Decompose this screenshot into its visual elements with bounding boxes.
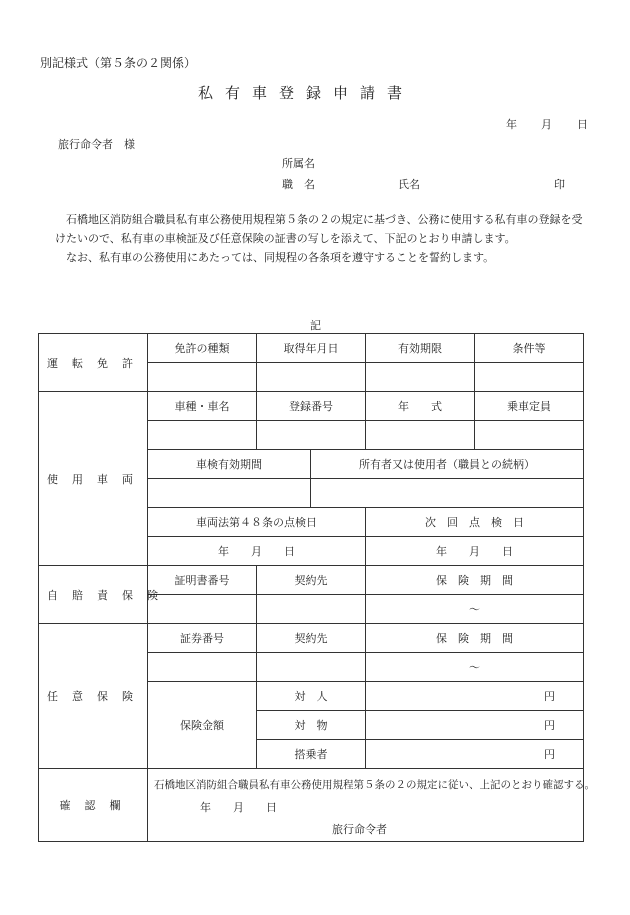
passenger-label: 搭乗者: [257, 740, 366, 769]
seal-label: 印: [554, 178, 565, 191]
license-type-header: 免許の種類: [148, 334, 257, 363]
capacity-header: 乗車定員: [475, 392, 584, 421]
date-day: 日: [577, 118, 588, 131]
confirm-date: 年 月 日: [200, 801, 277, 814]
insurance-amount-label: 保険金額: [148, 682, 257, 769]
date-year: 年: [506, 118, 517, 131]
addressee: 旅行命令者 様: [58, 138, 135, 151]
confirm-signer: 旅行命令者: [332, 823, 387, 836]
next-check-header: 次 回 点 検 日: [366, 508, 584, 537]
name-label: 氏名: [398, 178, 420, 191]
voluntary-period-field[interactable]: ～: [366, 653, 584, 682]
bodily-injury-label: 対 人: [257, 682, 366, 711]
next-check-field[interactable]: 年 月 日: [366, 537, 584, 566]
car-model-field[interactable]: [148, 421, 257, 450]
inspection-expiry-field[interactable]: [148, 479, 311, 508]
voluntary-header-row: [39, 624, 584, 653]
confirm-text: 石橋地区消防組合職員私有車公務使用規程第５条の２の規定に従い、上記のとおり確認する。: [154, 779, 595, 791]
compulsory-header-row: [39, 566, 584, 595]
paragraph-1: 石橋地区消防組合職員私有車公務使用規程第５条の２の規定に基づき、公務に使用する私有車の登録を受けたいので、私有車の車検証及び任意保険の証書の写しを添えて、下記のとおり申請します。: [55, 213, 583, 245]
voluntary-period-header: 保 険 期 間: [366, 624, 584, 653]
expiry-header: 有効期限: [366, 334, 475, 363]
vehicle-header-row: [39, 392, 584, 421]
owner-field[interactable]: [311, 479, 584, 508]
policy-number-field[interactable]: [148, 653, 257, 682]
car-model-header: 車種・車名: [148, 392, 257, 421]
property-damage-label: 対 物: [257, 711, 366, 740]
compulsory-period-header: 保 険 期 間: [366, 566, 584, 595]
acquired-date-field[interactable]: [257, 363, 366, 392]
affiliation-label: 所属名: [282, 157, 315, 170]
expiry-field[interactable]: [366, 363, 475, 392]
confirm-row: [39, 769, 584, 842]
compulsory-insurer-header: 契約先: [257, 566, 366, 595]
conditions-header: 条件等: [475, 334, 584, 363]
voluntary-insurer-header: 契約先: [257, 624, 366, 653]
passenger-amount[interactable]: 円: [366, 740, 584, 769]
body-text: [55, 210, 590, 267]
ki-label: 記: [310, 319, 321, 332]
policy-number-header: 証券番号: [148, 624, 257, 653]
license-type-field[interactable]: [148, 363, 257, 392]
certificate-number-header: 証明書番号: [148, 566, 257, 595]
paragraph-2: なお、私有車の公務使用にあたっては、同規程の各条項を遵守することを誓約します。: [66, 251, 495, 264]
capacity-field[interactable]: [475, 421, 584, 450]
registration-number-header: 登録番号: [257, 392, 366, 421]
check-date-field[interactable]: 年 月 日: [148, 537, 366, 566]
model-year-header: 年 式: [366, 392, 475, 421]
confirm-cell: [148, 769, 595, 842]
acquired-date-header: 取得年月日: [257, 334, 366, 363]
confirm-label: 確認欄: [39, 769, 148, 842]
registration-number-field[interactable]: [257, 421, 366, 450]
bodily-injury-amount[interactable]: 円: [366, 682, 584, 711]
check-date-header: 車両法第４８条の点検日: [148, 508, 366, 537]
compulsory-insurer-field[interactable]: [257, 595, 366, 624]
property-damage-amount[interactable]: 円: [366, 711, 584, 740]
voluntary-insurance-label: 任意保険: [39, 624, 148, 769]
license-label: 運転免許: [39, 334, 148, 392]
vehicle-label: 使用車両: [39, 392, 148, 566]
voluntary-insurer-field[interactable]: [257, 653, 366, 682]
compulsory-insurance-label: 自賠責保険: [39, 566, 148, 624]
inspection-expiry-header: 車検有効期間: [148, 450, 311, 479]
position-label: 職 名: [282, 178, 315, 191]
page-title: 私有車登録申請書: [198, 84, 415, 102]
form-label: 別記様式（第５条の２関係）: [40, 56, 197, 70]
conditions-field[interactable]: [475, 363, 584, 392]
license-header-row: [39, 334, 584, 363]
date-month: 月: [541, 118, 552, 131]
owner-header: 所有者又は使用者（職員との続柄）: [311, 450, 584, 479]
compulsory-period-field[interactable]: ～: [366, 595, 584, 624]
application-table: [38, 333, 595, 842]
model-year-field[interactable]: [366, 421, 475, 450]
